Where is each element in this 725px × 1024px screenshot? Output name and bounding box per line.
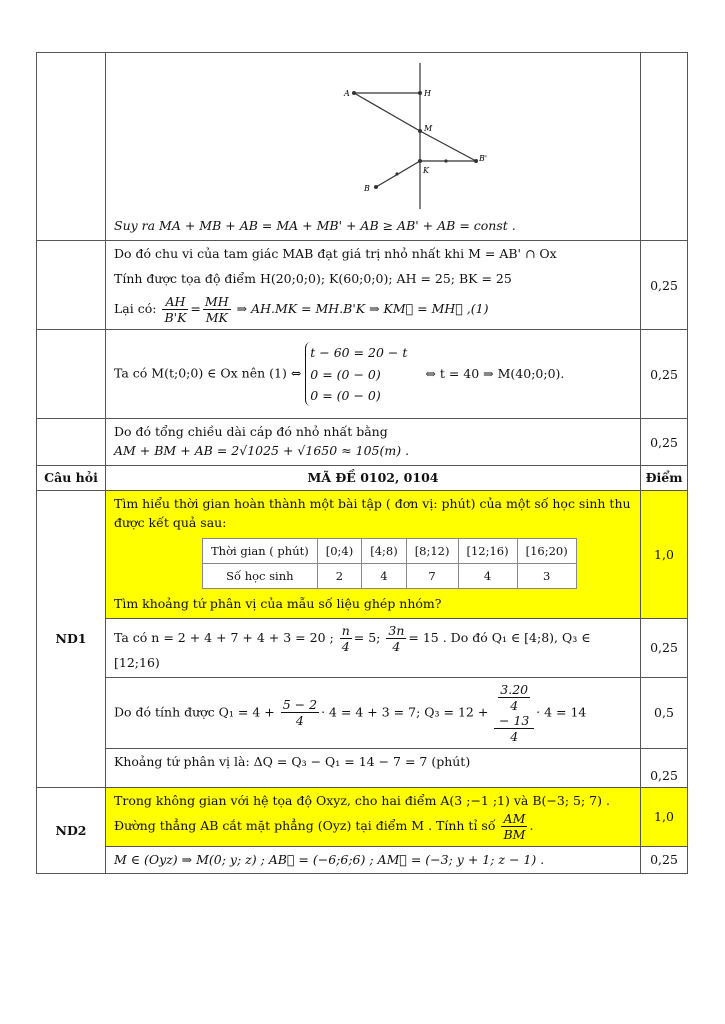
geometry-diagram bbox=[334, 61, 534, 211]
text-line: Lại có: $\frac{AH}{B'K}$ = $\frac{MH}{MK}$ ⇒ AH.MK = MH.B'K ⇒ KM⃗ = MH⃗ ,(1) bbox=[114, 294, 489, 326]
text-line: Tính được tọa độ điểm H(20;0;0); K(60;0;0); AH = 25; BK = 25 bbox=[114, 270, 512, 286]
table-row: Ta có M(t;0;0) ∈ Ox nên (1) ⇔ t − 60 = 20 − t 0 = (0 − 0) 0 = (0 − 0) ⇔ t = 40 ⇒ M(40;0;0). 0,25 bbox=[37, 330, 688, 419]
fraction: $\frac{AM}{BM}$ bbox=[503, 810, 526, 842]
score-cell: 0,25 bbox=[641, 846, 688, 874]
fraction: $\frac{3n}{4}$ bbox=[388, 623, 405, 654]
question-label: ND2 bbox=[37, 787, 106, 874]
fraction: 3.20 4 − 13 4 bbox=[494, 682, 534, 744]
question-cell: Tìm hiểu thời gian hoàn thành một bài tập ( đơn vị: phút) của một số học sinh thu được kết quả sau: Thời gian ( phút) [0;4) [4;8) [8;12) [12;16) [16;20) Số học sinh 2 4 7 4 3 Tìm khoảng tứ phân vị của mẫu số liệu ghép nhóm? bbox=[106, 490, 641, 618]
question-cell: Trong không gian với hệ tọa độ Oxyz, cho hai điểm A(3 ;−1 ;1) và B(−3; 5; 7) . Đường thẳng AB cắt mặt phẳng (Oyz) tại điểm M . Tính tỉ số $\frac{AM}{BM}$ . bbox=[106, 787, 641, 846]
score-cell: 0,5 bbox=[641, 677, 688, 748]
diagram-cell bbox=[106, 53, 641, 241]
question-label: ND1 bbox=[37, 490, 106, 787]
score-cell: 0,25 bbox=[641, 240, 688, 330]
score-cell: 1,0 bbox=[641, 490, 688, 618]
score-cell: 0,25 bbox=[641, 748, 688, 787]
fraction: $\frac{AH}{B'K}$ bbox=[164, 294, 187, 326]
data-table bbox=[202, 538, 577, 589]
text-line: Do đó chu vi của tam giác MAB đạt giá trị nhỏ nhất khi M = AB' ∩ Ox bbox=[114, 245, 557, 261]
table-row bbox=[37, 490, 688, 618]
equation-system: t − 60 = 20 − t 0 = (0 − 0) 0 = (0 − 0) bbox=[305, 342, 407, 406]
table-row: Thời gian ( phút) [0;4) [4;8) [8;12) [12;16) [16;20) bbox=[203, 539, 577, 564]
answer-table bbox=[36, 52, 688, 874]
label-H: H bbox=[424, 89, 431, 98]
conclusion-text: Suy ra MA + MB + AB = MA + MB' + AB ≥ AB' + AB = const . bbox=[114, 218, 516, 233]
header-row: Câu hỏi MÃ ĐỀ 0102, 0104 Điểm bbox=[37, 465, 688, 490]
table-row: Do đó tổng chiều dài cáp đó nhỏ nhất bằng AM + BM + AB = 2√1025 + √1650 ≈ 105(m) . 0,25 bbox=[37, 419, 688, 466]
table-row: Khoảng tứ phân vị là: ΔQ = Q₃ − Q₁ = 14 − 7 = 7 (phút) 0,25 bbox=[37, 748, 688, 787]
point-B bbox=[374, 185, 378, 189]
point-A bbox=[352, 91, 356, 95]
score-cell: 0,25 bbox=[641, 619, 688, 678]
segment-AM bbox=[354, 93, 420, 131]
label-K: K bbox=[423, 166, 429, 175]
table-row bbox=[37, 787, 688, 846]
score-cell: 0,25 bbox=[641, 330, 688, 419]
tick-mark bbox=[395, 172, 398, 175]
point-K bbox=[418, 159, 422, 163]
point-H bbox=[418, 91, 422, 95]
label-Bprime: B' bbox=[479, 154, 488, 163]
table-row bbox=[37, 53, 688, 241]
fraction: $\frac{n}{4}$ bbox=[341, 623, 350, 654]
label-A: A bbox=[344, 89, 350, 98]
fraction: $\frac{5 - 2}{4}$ bbox=[282, 697, 318, 729]
label-B: B bbox=[364, 184, 370, 193]
label-M: M bbox=[424, 124, 433, 133]
fraction: $\frac{MH}{MK}$ bbox=[204, 294, 229, 326]
segment-MBprime bbox=[420, 131, 476, 161]
score-cell: 1,0 bbox=[641, 787, 688, 846]
score-cell: 0,25 bbox=[641, 419, 688, 466]
table-row: Ta có n = 2 + 4 + 7 + 4 + 3 = 20 ; $\frac{n}{4}$ = 5; $\frac{3n}{4}$ = 15 . Do đó Q₁ ∈ [4;8), Q₃ ∈ [12;16) 0,25 bbox=[37, 619, 688, 678]
table-row: Do đó tính được Q₁ = 4 + $\frac{5 - 2}{4}$ · 4 = 4 + 3 = 7; Q₃ = 12 + 3.20 4 − 13 4 · 4 = 14 0,5 bbox=[37, 677, 688, 748]
table-row: Số học sinh 2 4 7 4 3 bbox=[203, 564, 577, 589]
point-Bprime bbox=[474, 159, 478, 163]
table-row: M ∈ (Oyz) ⇒ M(0; y; z) ; AB⃗ = (−6;6;6) ; AM⃗ = (−3; y + 1; z − 1) . 0,25 bbox=[37, 846, 688, 874]
table-row bbox=[37, 240, 688, 330]
tick-mark bbox=[444, 159, 447, 162]
point-M bbox=[418, 129, 422, 133]
